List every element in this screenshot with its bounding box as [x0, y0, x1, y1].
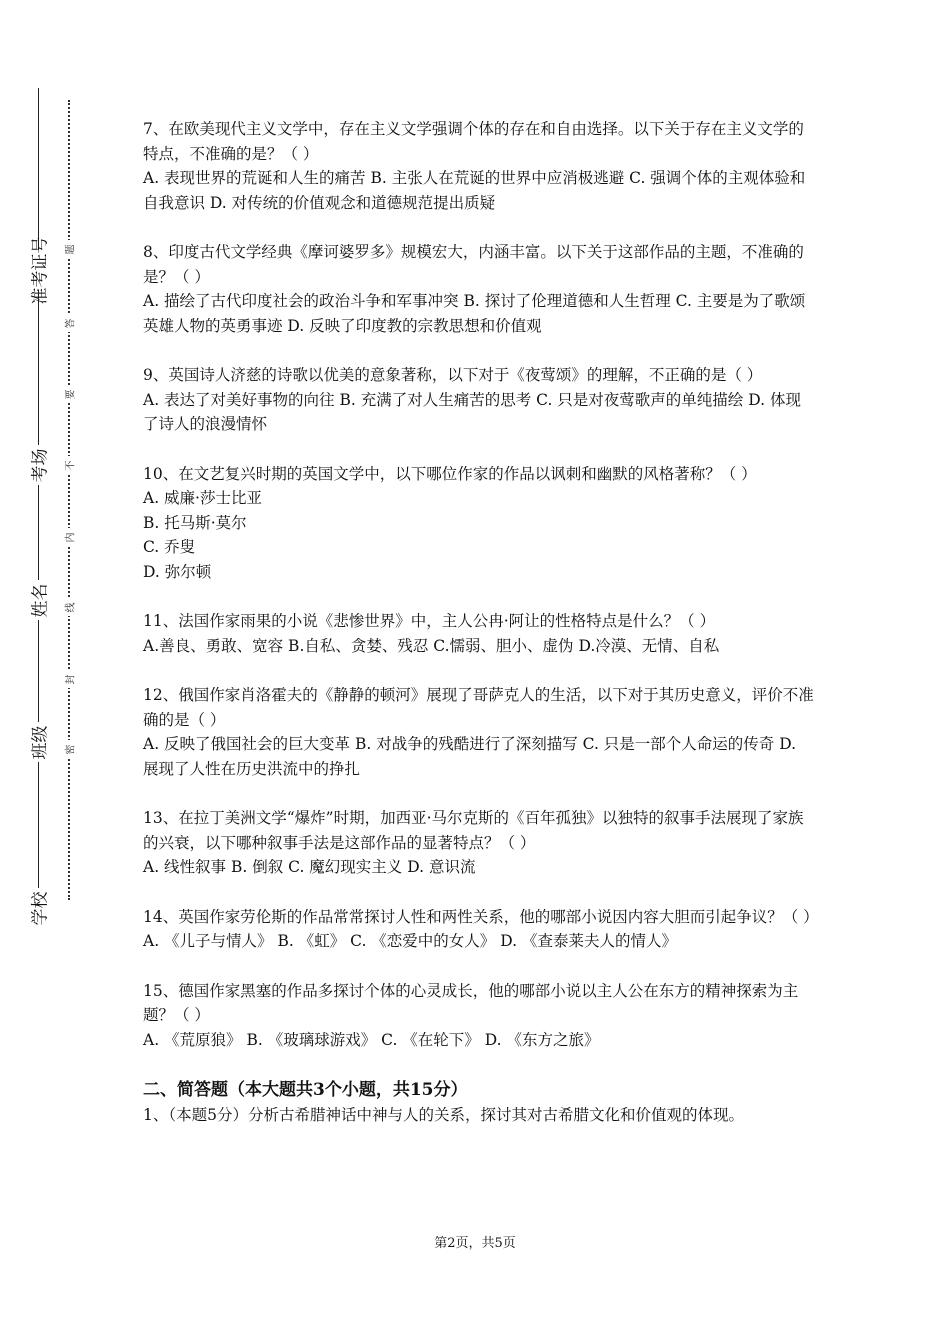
question-options: A. 线性叙事 B. 倒叙 C. 魔幻现实主义 D. 意识流 — [143, 858, 476, 876]
option-b: B. 托马斯·莫尔 — [143, 513, 247, 532]
seal-char: 不 — [62, 456, 76, 474]
question-options: A. 反映了俄国社会的巨大变革 B. 对战争的残酷进行了深刻描写 C. 只是一部个人命运的传奇 D. 展现了人性在历史洪流中的挣扎 — [143, 735, 797, 778]
seal-char: 线 — [62, 598, 76, 616]
question-stem: 12、俄国作家肖洛霍夫的《静静的顿河》展现了哥萨克人的生活，以下对于其历史意义，评价不准确的是（ ） — [143, 686, 814, 729]
short-answer-section — [143, 1077, 815, 1128]
question-stem: 15、德国作家黑塞的作品多探讨个体的心灵成长，他的哪部小说以主人公在东方的精神探索为主题？（ ） — [143, 981, 799, 1024]
field-exam-number: 准考证号 — [22, 250, 54, 290]
field-class: 班级 — [22, 722, 54, 762]
question-options: A. 表达了对美好事物的向往 B. 充满了对人生痛苦的思考 C. 只是对夜莺歌声的单纯描绘 D. 体现了诗人的浪漫情怀 — [143, 390, 801, 433]
page-footer: 第2页，共5页 — [434, 1236, 516, 1251]
field-name: 姓名 — [22, 580, 54, 620]
question-13 — [143, 806, 815, 880]
question-options: A. 描绘了古代印度社会的政治斗争和军事冲突 B. 探讨了伦理道德和人生哲理 C. 主要是为了歌颂英雄人物的英勇事迹 D. 反映了印度教的宗教思想和价值观 — [143, 292, 806, 335]
question-options: A.善良、勇敢、宽容 B.自私、贪婪、残忍 C.懦弱、胆小、虚伪 D.冷漠、无情、自私 — [143, 636, 720, 655]
binding-line — [38, 88, 39, 928]
question-stem: 13、在拉丁美洲文学“爆炸”时期，加西亚·马尔克斯的《百年孤独》以独特的叙事手法展现了家族的兴衰，以下哪种叙事手法是这部作品的显著特点？（ ） — [143, 809, 804, 852]
question-11 — [143, 609, 815, 658]
field-school: 学校 — [22, 888, 54, 928]
option-a: A. 威廉·莎士比亚 — [143, 489, 262, 507]
option-d: D. 弥尔顿 — [143, 562, 212, 581]
question-stem: 11、法国作家雨果的小说《悲惨世界》中，主人公冉·阿让的性格特点是什么？（ ） — [143, 612, 716, 630]
question-options: A. 《儿子与情人》 B. 《虹》 C. 《恋爱中的女人》 D. 《查泰莱夫人的情人》 — [143, 932, 677, 950]
question-15 — [143, 979, 815, 1053]
question-stem: 7、在欧美现代主义文学中，存在主义文学强调个体的存在和自由选择。以下关于存在主义文学的特点，不准确的是？（ ） — [143, 120, 804, 163]
seal-char: 密 — [62, 740, 76, 758]
seal-char: 题 — [62, 240, 76, 258]
question-9 — [143, 363, 815, 437]
seal-line — [62, 100, 76, 900]
seal-char: 内 — [62, 528, 76, 546]
question-options: A. 表现世界的荒诞和人生的痛苦 B. 主张人在荒诞的世界中应消极逃避 C. 强调个体的主观体验和自我意识 D. 对传统的价值观念和道德规范提出质疑 — [143, 169, 806, 212]
seal-char: 要 — [62, 385, 76, 403]
dotted-line — [68, 100, 70, 900]
section-title: 二、简答题（本大题共3个小题，共15分） — [143, 1080, 468, 1100]
question-10 — [143, 462, 815, 585]
question-options: A. 《荒原狼》 B. 《玻璃球游戏》 C. 《在轮下》 D. 《东方之旅》 — [143, 1030, 600, 1049]
field-exam-room: 考场 — [22, 445, 54, 485]
binding-margin — [0, 0, 60, 1344]
seal-char: 封 — [62, 670, 76, 688]
question-stem: 10、在文艺复兴时期的英国文学中，以下哪位作家的作品以讽刺和幽默的风格著称？（ ） — [143, 464, 757, 483]
question-7 — [143, 117, 815, 215]
exam-content — [143, 117, 819, 1128]
question-14 — [143, 905, 819, 954]
question-8 — [143, 240, 815, 338]
question-stem: 8、印度古代文学经典《摩诃婆罗多》规模宏大，内涵丰富。以下关于这部作品的主题，不准确的是？（ ） — [143, 243, 804, 286]
option-c: C. 乔叟 — [143, 538, 196, 556]
question-stem: 14、英国作家劳伦斯的作品常常探讨人性和两性关系，他的哪部小说因内容大胆而引起争议？（ ） — [143, 907, 819, 926]
seal-char: 答 — [62, 314, 76, 332]
question-12 — [143, 683, 815, 781]
short-answer-question-1: 1、（本题5分）分析古希腊神话中神与人的关系，探讨其对古希腊文化和价值观的体现。 — [143, 1106, 744, 1124]
question-stem: 9、英国诗人济慈的诗歌以优美的意象著称，以下对于《夜莺颂》的理解，不正确的是（ ） — [143, 366, 763, 384]
